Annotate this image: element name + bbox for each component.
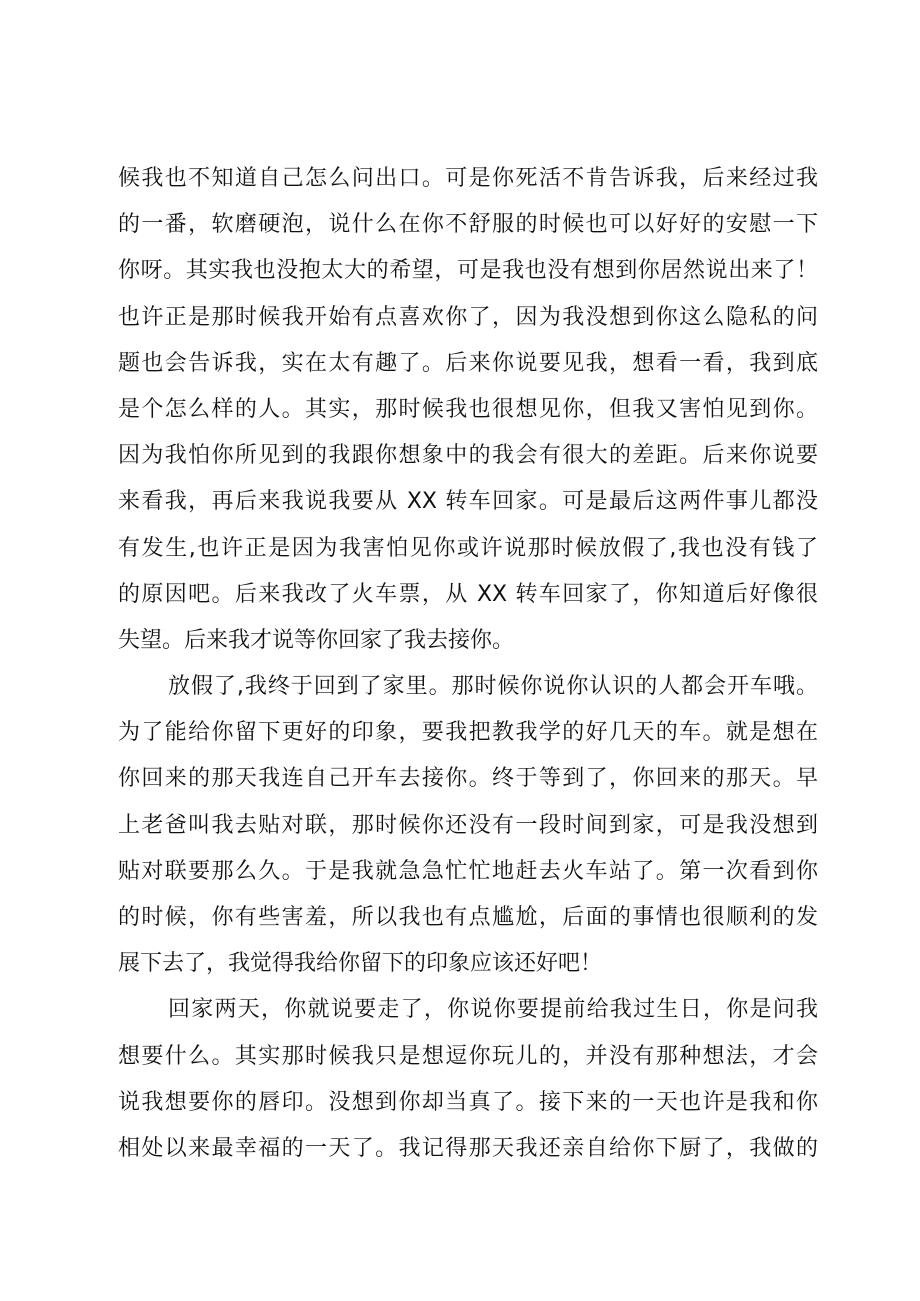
text-line: 贴对联要那么久。于是我就急急忙忙地赶去火车站了。第一次看到你 (118, 858, 818, 884)
paragraph-start-line: 放假了,我终于回到了家里。那时候你说你认识的人都会开车哦。 (168, 674, 818, 700)
paragraph-end-line: 失望。后来我才说等你回家了我去接你。 (118, 627, 515, 653)
text-line: 的一番，软磨硬泡，说什么在你不舒服的时候也可以好好的安慰一下 (118, 212, 818, 238)
paragraph-start-line: 回家两天，你就说要走了，你说你要提前给我过生日，你是问我 (168, 997, 818, 1023)
text-line: 你呀。其实我也没抱太大的希望，可是我也没有想到你居然说出来了！ (118, 258, 818, 284)
text-line: 的原因吧。后来我改了火车票，从 XX 转车回家了，你知道后好像很 (118, 581, 818, 607)
text-line: 想要什么。其实那时候我只是想逗你玩儿的，并没有那种想法，才会 (118, 1043, 818, 1069)
text-line: 因为我怕你所见到的我跟你想象中的我会有很大的差距。后来你说要 (118, 443, 818, 469)
text-line: 是个怎么样的人。其实，那时候我也很想见你，但我又害怕见到你。 (118, 396, 818, 422)
text-line: 也许正是那时候我开始有点喜欢你了，因为我没想到你这么隐私的问 (118, 304, 818, 330)
text-line: 上老爸叫我去贴对联，那时候你还没有一段时间到家，可是我没想到 (118, 812, 818, 838)
text-line: 说我想要你的唇印。没想到你却当真了。接下来的一天也许是我和你 (118, 1089, 818, 1115)
text-line: 有发生,也许正是因为我害怕见你或许说那时候放假了,我也没有钱了 (118, 535, 818, 561)
text-line: 来看我，再后来我说我要从 XX 转车回家。可是最后这两件事儿都没 (118, 489, 818, 515)
text-line: 候我也不知道自己怎么问出口。可是你死活不肯告诉我，后来经过我 (118, 166, 818, 191)
text-line: 题也会告诉我，实在太有趣了。后来你说要见我，想看一看，我到底 (118, 350, 818, 376)
text-line: 相处以来最幸福的一天了。我记得那天我还亲自给你下厨了，我做的 (118, 1135, 818, 1161)
text-line: 的时候，你有些害羞，所以我也有点尴尬，后面的事情也很顺利的发 (118, 905, 818, 930)
text-line: 你回来的那天我连自己开车去接你。终于等到了，你回来的那天。早 (118, 766, 818, 792)
text-line: 为了能给你留下更好的印象，要我把教我学的好几天的车。就是想在 (118, 720, 818, 746)
paragraph-end-line: 展下去了，我觉得我给你留下的印象应该还好吧！ (118, 951, 603, 977)
body-text (118, 156, 818, 1172)
